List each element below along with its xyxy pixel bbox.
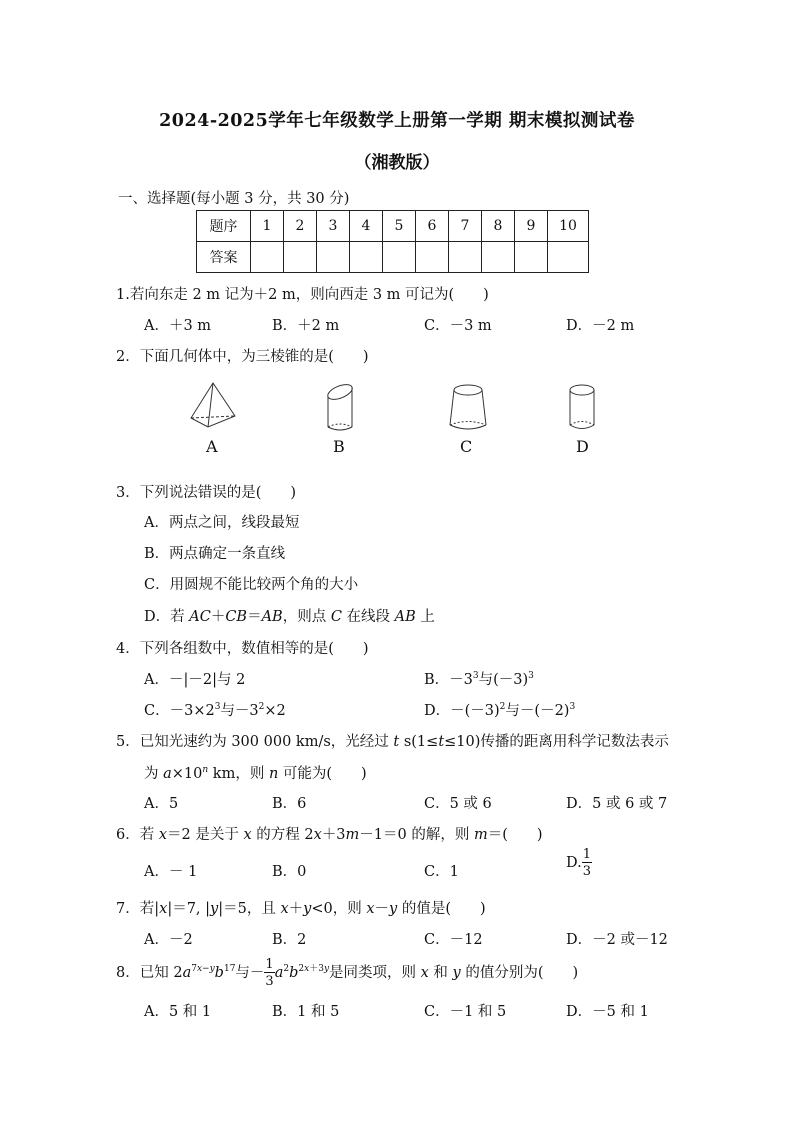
slanted-cylinder-figure bbox=[322, 382, 358, 434]
question-7-stem: 7．若|x|＝7, |y|＝5，且 x＋y<0，则 x－y 的值是( ) bbox=[116, 901, 486, 917]
figure-label-b: B bbox=[333, 437, 345, 456]
q7-option-d[interactable]: D．－2 或－12 bbox=[566, 932, 668, 948]
q5-option-b[interactable]: B．6 bbox=[272, 796, 307, 812]
question-6-stem: 6．若 x＝2 是关于 x 的方程 2x＋3m－1＝0 的解，则 m＝( ) bbox=[116, 827, 543, 843]
table-row bbox=[197, 242, 589, 273]
q5-option-d[interactable]: D．5 或 6 或 7 bbox=[566, 796, 668, 812]
q4-option-a[interactable]: A．－|－2|与 2 bbox=[144, 672, 246, 688]
q6-option-c[interactable]: C．1 bbox=[424, 864, 459, 880]
table-cell: 1 bbox=[251, 211, 284, 242]
answer-cell[interactable] bbox=[350, 242, 383, 273]
q4-option-d[interactable]: D．$-(-3)^2$与$-(-2)^3$ bbox=[424, 702, 576, 719]
q5-option-a[interactable]: A．5 bbox=[144, 796, 179, 812]
question-5-stem: 5．已知光速约为 300 000 km/s，光经过 t s(1≤t≤10)传播的距离用科学记数法表示 bbox=[116, 734, 669, 750]
table-cell: 7 bbox=[449, 211, 482, 242]
q6-option-a[interactable]: A．－ 1 bbox=[144, 864, 198, 880]
answer-cell[interactable] bbox=[383, 242, 416, 273]
q3-option-b[interactable]: B．两点确定一条直线 bbox=[144, 546, 286, 562]
table-cell: 9 bbox=[515, 211, 548, 242]
q1-option-a[interactable]: A．＋3 m bbox=[144, 318, 212, 334]
q6-option-b[interactable]: B．0 bbox=[272, 864, 307, 880]
q7-option-a[interactable]: A．－2 bbox=[144, 932, 193, 948]
q8-option-b[interactable]: B．1 和 5 bbox=[272, 1004, 340, 1020]
answer-cell[interactable] bbox=[416, 242, 449, 273]
cylinder-figure bbox=[565, 382, 599, 434]
answer-cell[interactable] bbox=[449, 242, 482, 273]
table-cell: 2 bbox=[284, 211, 317, 242]
figure-label-a: A bbox=[206, 437, 218, 456]
q3-option-a[interactable]: A．两点之间，线段最短 bbox=[144, 515, 300, 531]
table-row bbox=[197, 211, 589, 242]
page-subtitle: （湘教版） bbox=[354, 153, 440, 173]
table-header-cell: 题序 bbox=[197, 211, 251, 242]
page-title: 2024-2025学年七年级数学上册第一学期 期末模拟测试卷 bbox=[159, 111, 635, 131]
table-header-cell: 答案 bbox=[197, 242, 251, 273]
section-heading: 一、选择题(每小题 3 分，共 30 分) bbox=[118, 191, 350, 207]
table-cell: 10 bbox=[548, 211, 589, 242]
question-1-stem: 1.若向东走 2 m 记为＋2 m，则向西走 3 m 可记为( ) bbox=[116, 287, 489, 303]
question-5-stem-line2: 为 $a\times 10^n$ km，则 n 可能为( ) bbox=[144, 765, 367, 782]
question-2-stem: 2．下面几何体中，为三棱锥的是( ) bbox=[116, 349, 369, 365]
q7-option-c[interactable]: C．－12 bbox=[424, 932, 483, 948]
table-cell: 8 bbox=[482, 211, 515, 242]
table-cell: 6 bbox=[416, 211, 449, 242]
answer-cell[interactable] bbox=[317, 242, 350, 273]
q1-option-d[interactable]: D．－2 m bbox=[566, 318, 635, 334]
question-8-stem: 8．已知 $2a^{7x-y}b^{17}$与－ $\frac{1}{3}$ $a^2b^{2x+3y}$是同类项，则 x 和 y 的值分别为( ) bbox=[116, 957, 579, 989]
q8-option-d[interactable]: D．－5 和 1 bbox=[566, 1004, 649, 1020]
answer-cell[interactable] bbox=[515, 242, 548, 273]
question-4-stem: 4．下列各组数中，数值相等的是( ) bbox=[116, 641, 369, 657]
answer-cell[interactable] bbox=[548, 242, 589, 273]
q3-option-c[interactable]: C．用圆规不能比较两个角的大小 bbox=[144, 577, 359, 593]
q4-option-b[interactable]: B．$-3^3$与$(-3)^3$ bbox=[424, 671, 534, 688]
q5-option-c[interactable]: C．5 或 6 bbox=[424, 796, 492, 812]
table-cell: 4 bbox=[350, 211, 383, 242]
frustum-figure bbox=[446, 382, 490, 434]
q8-option-c[interactable]: C．－1 和 5 bbox=[424, 1004, 507, 1020]
q4-option-c[interactable]: C．$-3\times 2^3$与$-3^2\times 2$ bbox=[144, 702, 286, 719]
q8-option-a[interactable]: A．5 和 1 bbox=[144, 1004, 212, 1020]
answer-cell[interactable] bbox=[251, 242, 284, 273]
pyramid-figure bbox=[188, 380, 238, 434]
table-cell: 5 bbox=[383, 211, 416, 242]
answer-cell[interactable] bbox=[482, 242, 515, 273]
figure-label-d: D bbox=[576, 437, 589, 456]
q7-option-b[interactable]: B．2 bbox=[272, 932, 307, 948]
answer-table bbox=[196, 210, 589, 273]
question-3-stem: 3．下列说法错误的是( ) bbox=[116, 485, 297, 501]
figure-label-c: C bbox=[460, 437, 473, 456]
q1-option-c[interactable]: C．－3 m bbox=[424, 318, 492, 334]
answer-cell[interactable] bbox=[284, 242, 317, 273]
q3-option-d[interactable]: D．若 AC＋CB＝AB，则点 C 在线段 AB 上 bbox=[144, 609, 435, 625]
q1-option-b[interactable]: B．＋2 m bbox=[272, 318, 340, 334]
q6-option-d[interactable]: D. $\frac{1}{3}$ bbox=[566, 847, 591, 879]
table-cell: 3 bbox=[317, 211, 350, 242]
